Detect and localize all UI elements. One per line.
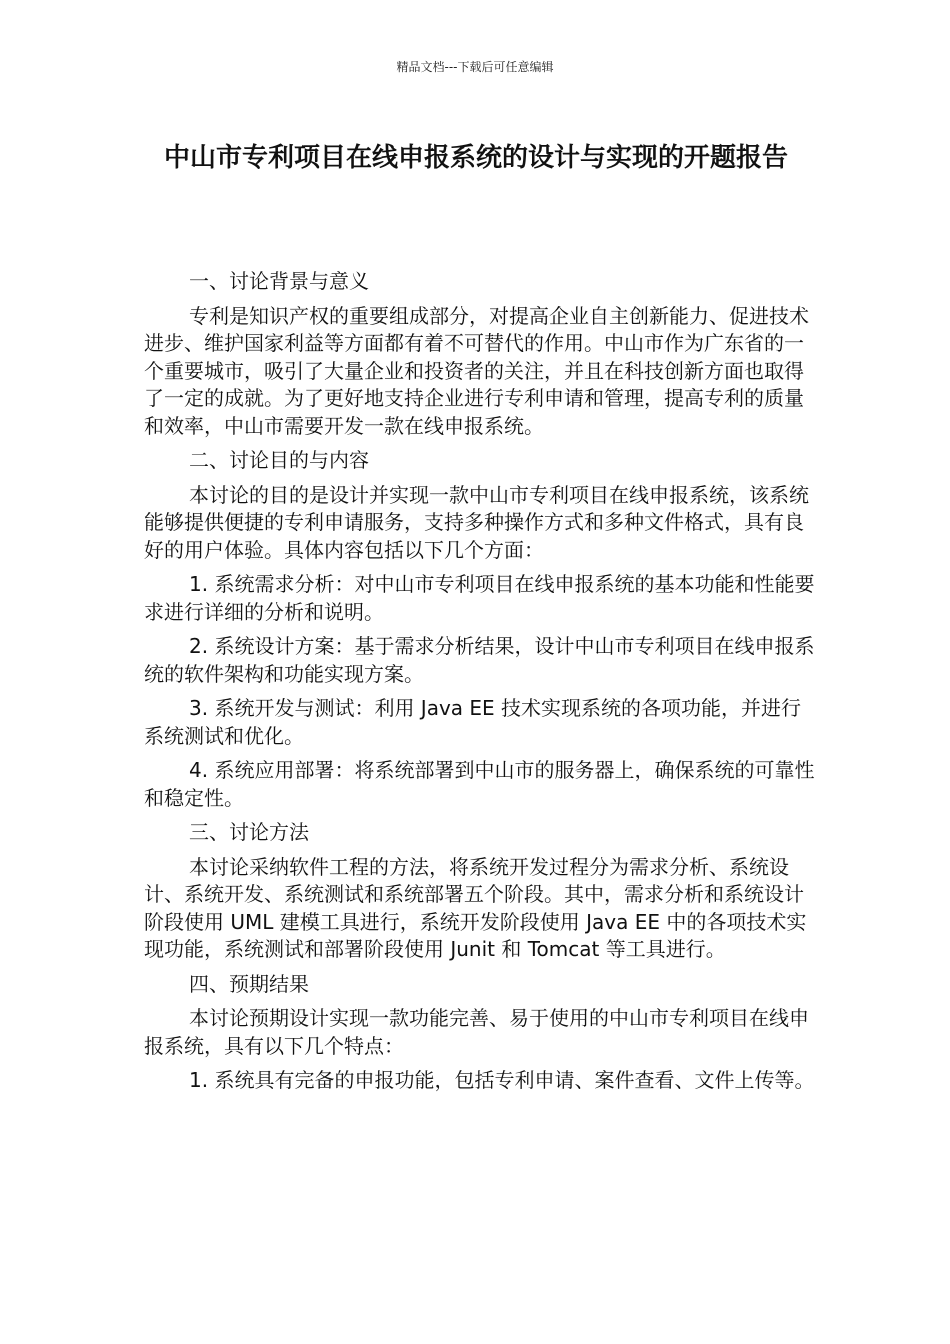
list-item-design: 2. 系统设计方案：基于需求分析结果，设计中山市专利项目在线申报系统的软件架构和功能实现方案。: [144, 634, 815, 686]
page-header-note: 精品文档---下载后可任意编辑: [396, 60, 554, 74]
document-body: [144, 268, 820, 1102]
list-item-development: 3. 系统开发与测试：利用 Java EE 技术实现系统的各项功能，并进行系统测试和优化。: [144, 696, 802, 748]
paragraph-purpose: 本讨论的目的是设计并实现一款中山市专利项目在线申报系统，该系统能够提供便捷的专利申请服务，支持多种操作方式和多种文件格式，具有良好的用户体验。具体内容包括以下几个方面：: [144, 482, 809, 562]
section-heading-background: 一、讨论背景与意义: [189, 269, 369, 293]
list-item-features: 1. 系统具有完备的申报功能，包括专利申请、案件查看、文件上传等。: [189, 1068, 815, 1092]
paragraph-expected-results: 本讨论预期设计实现一款功能完善、易于使用的中山市专利项目在线申报系统，具有以下几个特点：: [144, 1006, 809, 1058]
paragraph-method: 本讨论采纳软件工程的方法，将系统开发过程分为需求分析、系统设计、系统开发、系统测试和系统部署五个阶段。其中，需求分析和系统设计阶段使用 UML 建模工具进行，系统开发阶段使用 Java EE 中的各项技术实现功能，系统测试和部署阶段使用 Junit 和 Tomcat 等工具进行。: [144, 854, 807, 961]
document-title: 中山市专利项目在线申报系统的设计与实现的开题报告: [163, 143, 788, 173]
list-item-deployment: 4. 系统应用部署：将系统部署到中山市的服务器上，确保系统的可靠性和稳定性。: [144, 758, 815, 810]
list-item-requirements: 1. 系统需求分析：对中山市专利项目在线申报系统的基本功能和性能要求进行详细的分析和说明。: [144, 572, 815, 624]
paragraph-background: 专利是知识产权的重要组成部分，对提高企业自主创新能力、促进技术进步、维护国家利益等方面都有着不可替代的作用。中山市作为广东省的一个重要城市，吸引了大量企业和投资者的关注，并且在科技创新方面也取得了一定的成就。为了更好地支持企业进行专利申请和管理，提高专利的质量和效率，中山市需要开发一款在线申报系统。: [144, 303, 809, 438]
section-heading-method: 三、讨论方法: [189, 820, 309, 844]
section-heading-purpose: 二、讨论目的与内容: [189, 448, 369, 472]
section-heading-expected-results: 四、预期结果: [189, 971, 309, 996]
